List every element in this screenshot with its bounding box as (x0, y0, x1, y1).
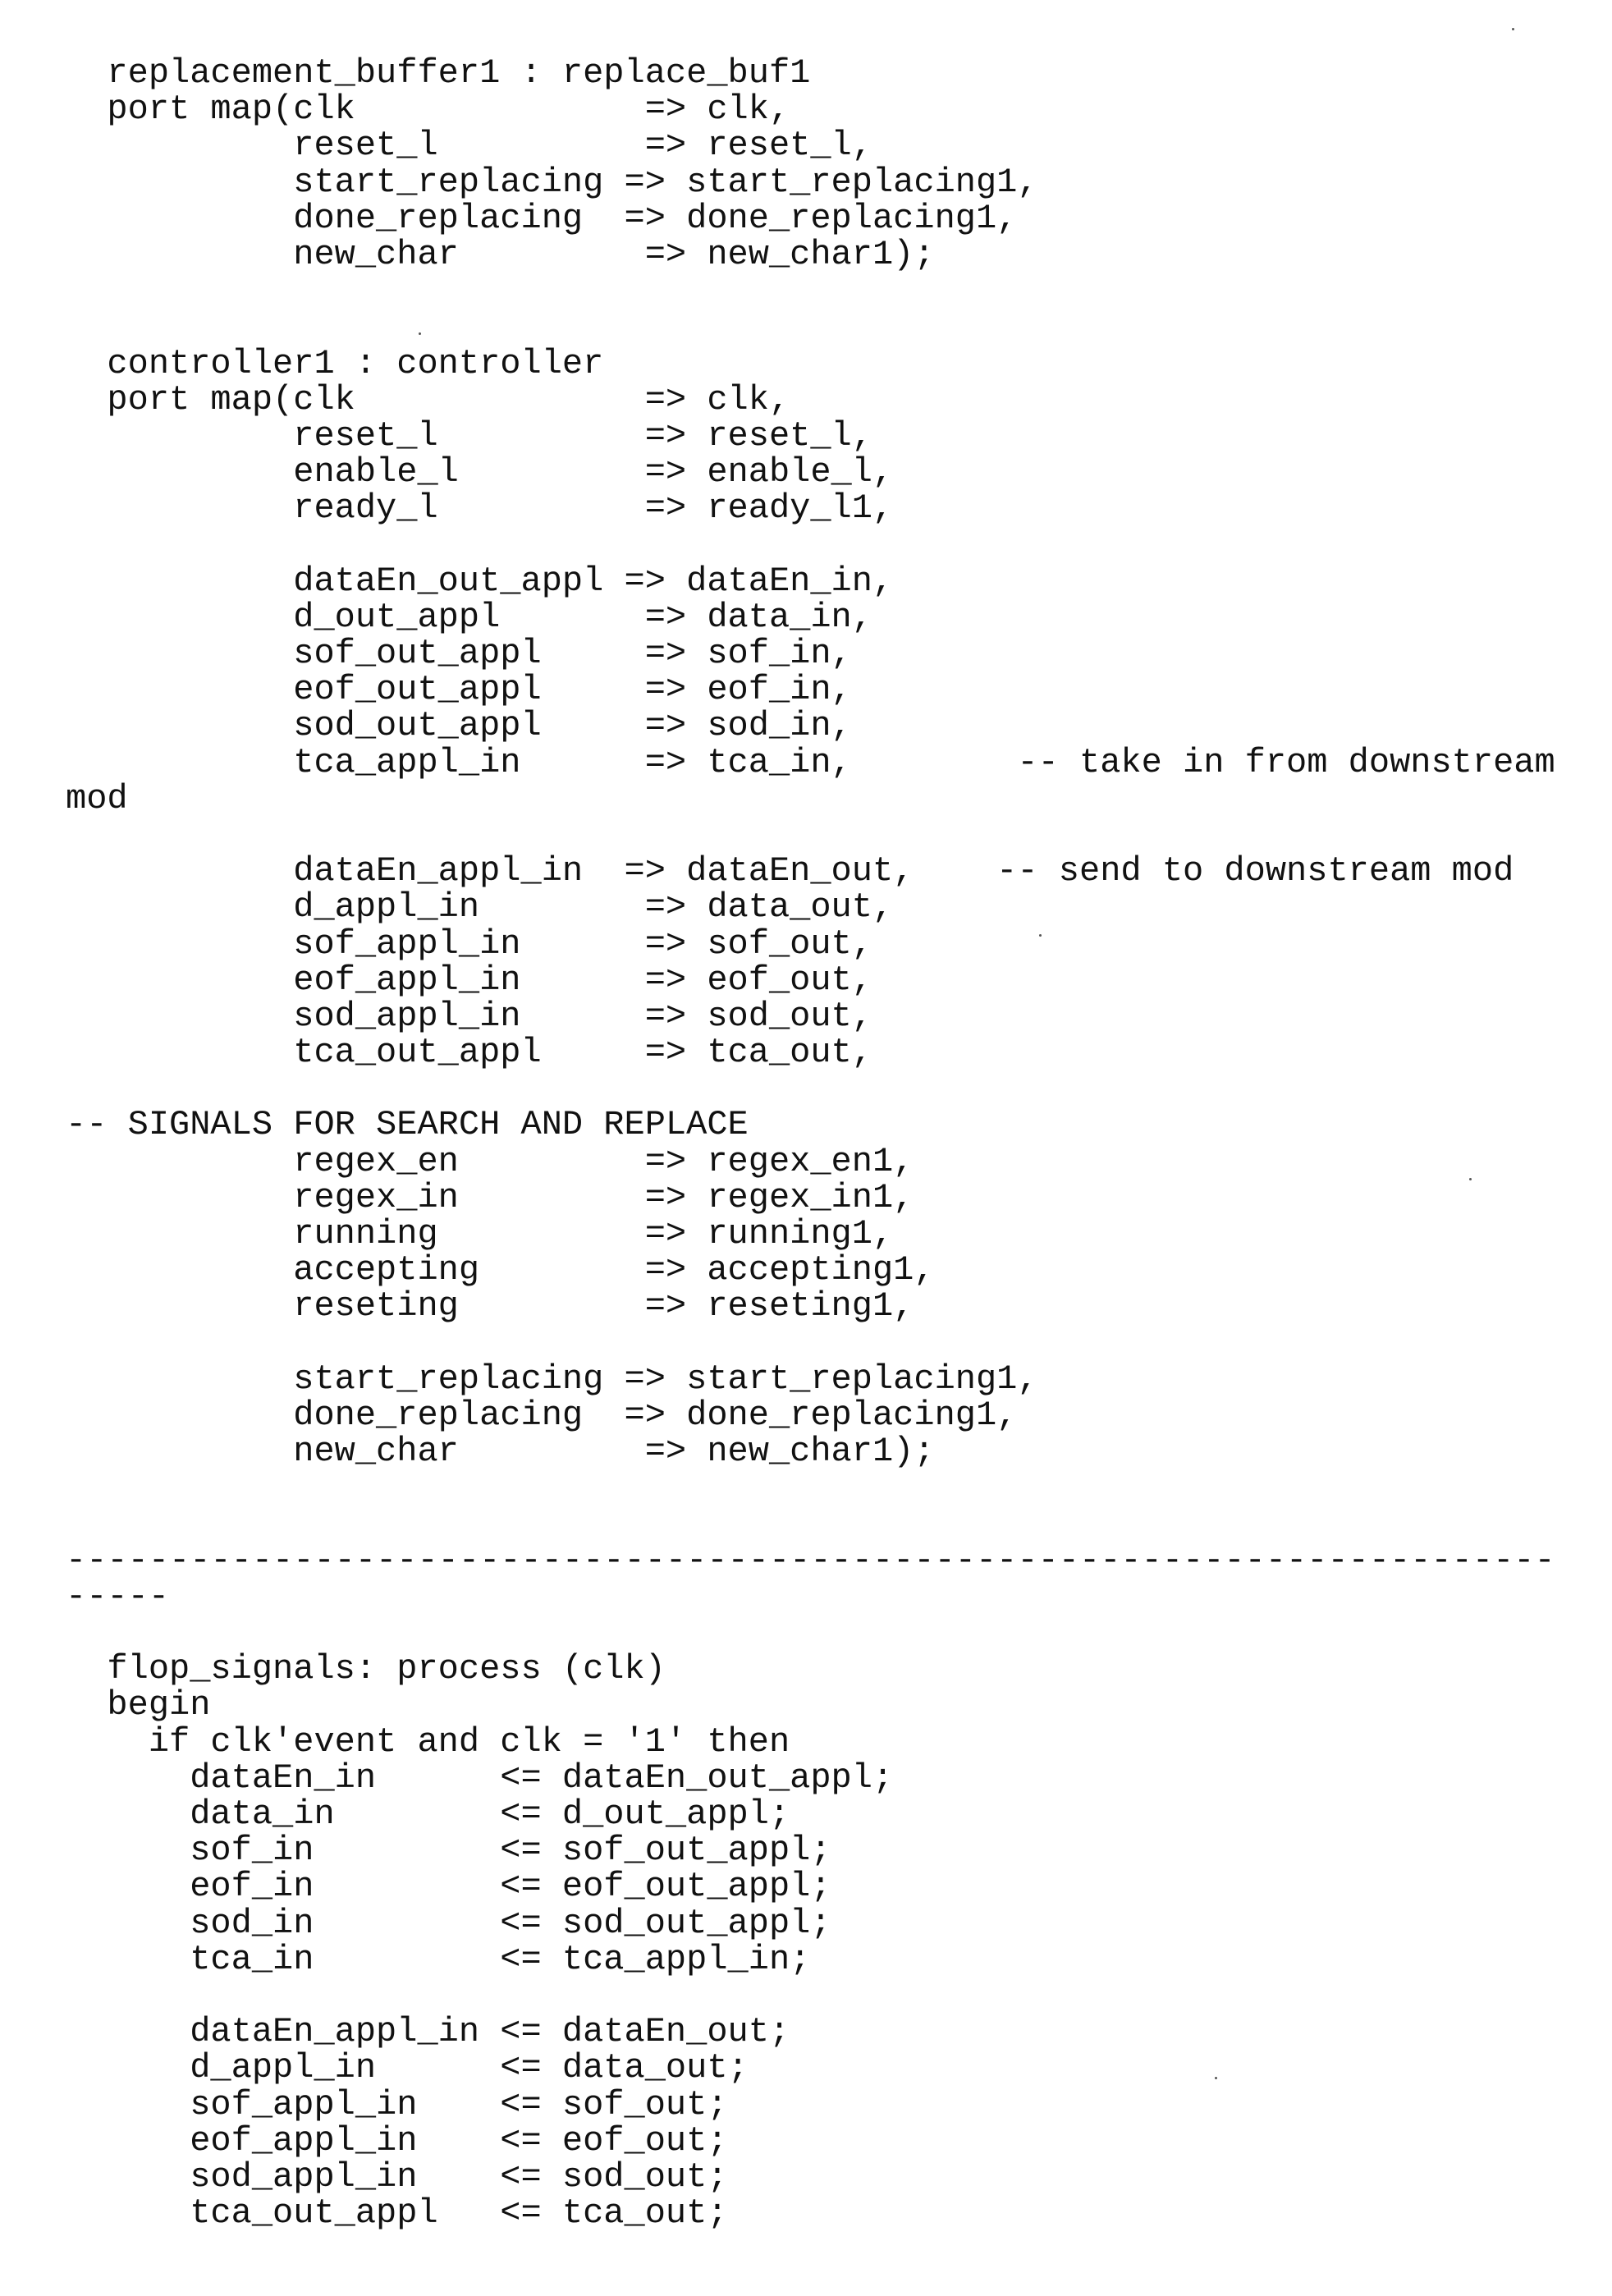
code-line: sof_in <= sof_out_appl; (66, 1832, 1555, 1868)
code-line (66, 1469, 1555, 1505)
code-line: begin (66, 1687, 1555, 1723)
code-line: tca_out_appl => tca_out, (66, 1034, 1555, 1070)
code-line: d_appl_in <= data_out; (66, 2050, 1555, 2086)
code-line: dataEn_in <= dataEn_out_appl; (66, 1760, 1555, 1796)
code-line (66, 1070, 1555, 1107)
code-line: sof_appl_in <= sof_out; (66, 2087, 1555, 2123)
code-line (66, 817, 1555, 853)
code-line: ready_l => ready_l1, (66, 490, 1555, 526)
code-line: dataEn_appl_in <= dataEn_out; (66, 2014, 1555, 2050)
code-line: tca_out_appl <= tca_out; (66, 2195, 1555, 2231)
code-line: mod (66, 781, 1555, 817)
code-line (66, 1325, 1555, 1361)
code-line: dataEn_appl_in => dataEn_out, -- send to downstream mod (66, 853, 1555, 889)
code-line: sod_appl_in => sod_out, (66, 998, 1555, 1034)
vhdl-code-listing (66, 55, 1555, 2231)
code-line: regex_en => regex_en1, (66, 1143, 1555, 1180)
code-line: eof_in <= eof_out_appl; (66, 1868, 1555, 1904)
code-line: eof_out_appl => eof_in, (66, 671, 1555, 708)
scan-speck (1512, 28, 1514, 30)
code-line: done_replacing => done_replacing1, (66, 200, 1555, 236)
code-line: reset_l => reset_l, (66, 418, 1555, 454)
code-line (66, 526, 1555, 562)
code-line (66, 1977, 1555, 2014)
code-line: controller1 : controller (66, 346, 1555, 382)
code-line: if clk'event and clk = '1' then (66, 1724, 1555, 1760)
code-line: sof_out_appl => sof_in, (66, 635, 1555, 671)
code-line: start_replacing => start_replacing1, (66, 1361, 1555, 1397)
scan-speck (1469, 1178, 1472, 1180)
code-line: sod_in <= sod_out_appl; (66, 1905, 1555, 1941)
code-line: ----- (66, 1579, 1555, 1615)
code-line: port map(clk => clk, (66, 382, 1555, 418)
code-line: start_replacing => start_replacing1, (66, 164, 1555, 200)
code-line: flop_signals: process (clk) (66, 1651, 1555, 1687)
code-line: data_in <= d_out_appl; (66, 1796, 1555, 1832)
code-line: sod_appl_in <= sod_out; (66, 2159, 1555, 2195)
code-line: -- SIGNALS FOR SEARCH AND REPLACE (66, 1107, 1555, 1143)
code-line: eof_appl_in => eof_out, (66, 962, 1555, 998)
code-line: running => running1, (66, 1216, 1555, 1252)
code-line (66, 1506, 1555, 1542)
code-line (66, 273, 1555, 309)
code-line: new_char => new_char1); (66, 236, 1555, 273)
code-line: new_char => new_char1); (66, 1433, 1555, 1469)
code-line: tca_appl_in => tca_in, -- take in from downstream (66, 745, 1555, 781)
code-line: d_appl_in => data_out, (66, 889, 1555, 925)
code-line: ------------------------------------------------------------------------ (66, 1542, 1555, 1579)
code-line: enable_l => enable_l, (66, 454, 1555, 490)
code-line (66, 1615, 1555, 1651)
code-line: reseting => reseting1, (66, 1288, 1555, 1324)
code-line: reset_l => reset_l, (66, 127, 1555, 163)
code-line: replacement_buffer1 : replace_buf1 (66, 55, 1555, 91)
scan-speck (419, 332, 421, 335)
scan-speck (1215, 2077, 1217, 2079)
scan-speck (1039, 934, 1042, 937)
code-line: regex_in => regex_in1, (66, 1180, 1555, 1216)
code-line: port map(clk => clk, (66, 91, 1555, 127)
code-line: tca_in <= tca_appl_in; (66, 1941, 1555, 1977)
code-line: dataEn_out_appl => dataEn_in, (66, 563, 1555, 599)
code-line: accepting => accepting1, (66, 1252, 1555, 1288)
code-line (66, 309, 1555, 345)
code-line: done_replacing => done_replacing1, (66, 1397, 1555, 1433)
code-line: sof_appl_in => sof_out, (66, 926, 1555, 962)
code-line: eof_appl_in <= eof_out; (66, 2123, 1555, 2159)
code-line: d_out_appl => data_in, (66, 599, 1555, 635)
code-line: sod_out_appl => sod_in, (66, 708, 1555, 744)
